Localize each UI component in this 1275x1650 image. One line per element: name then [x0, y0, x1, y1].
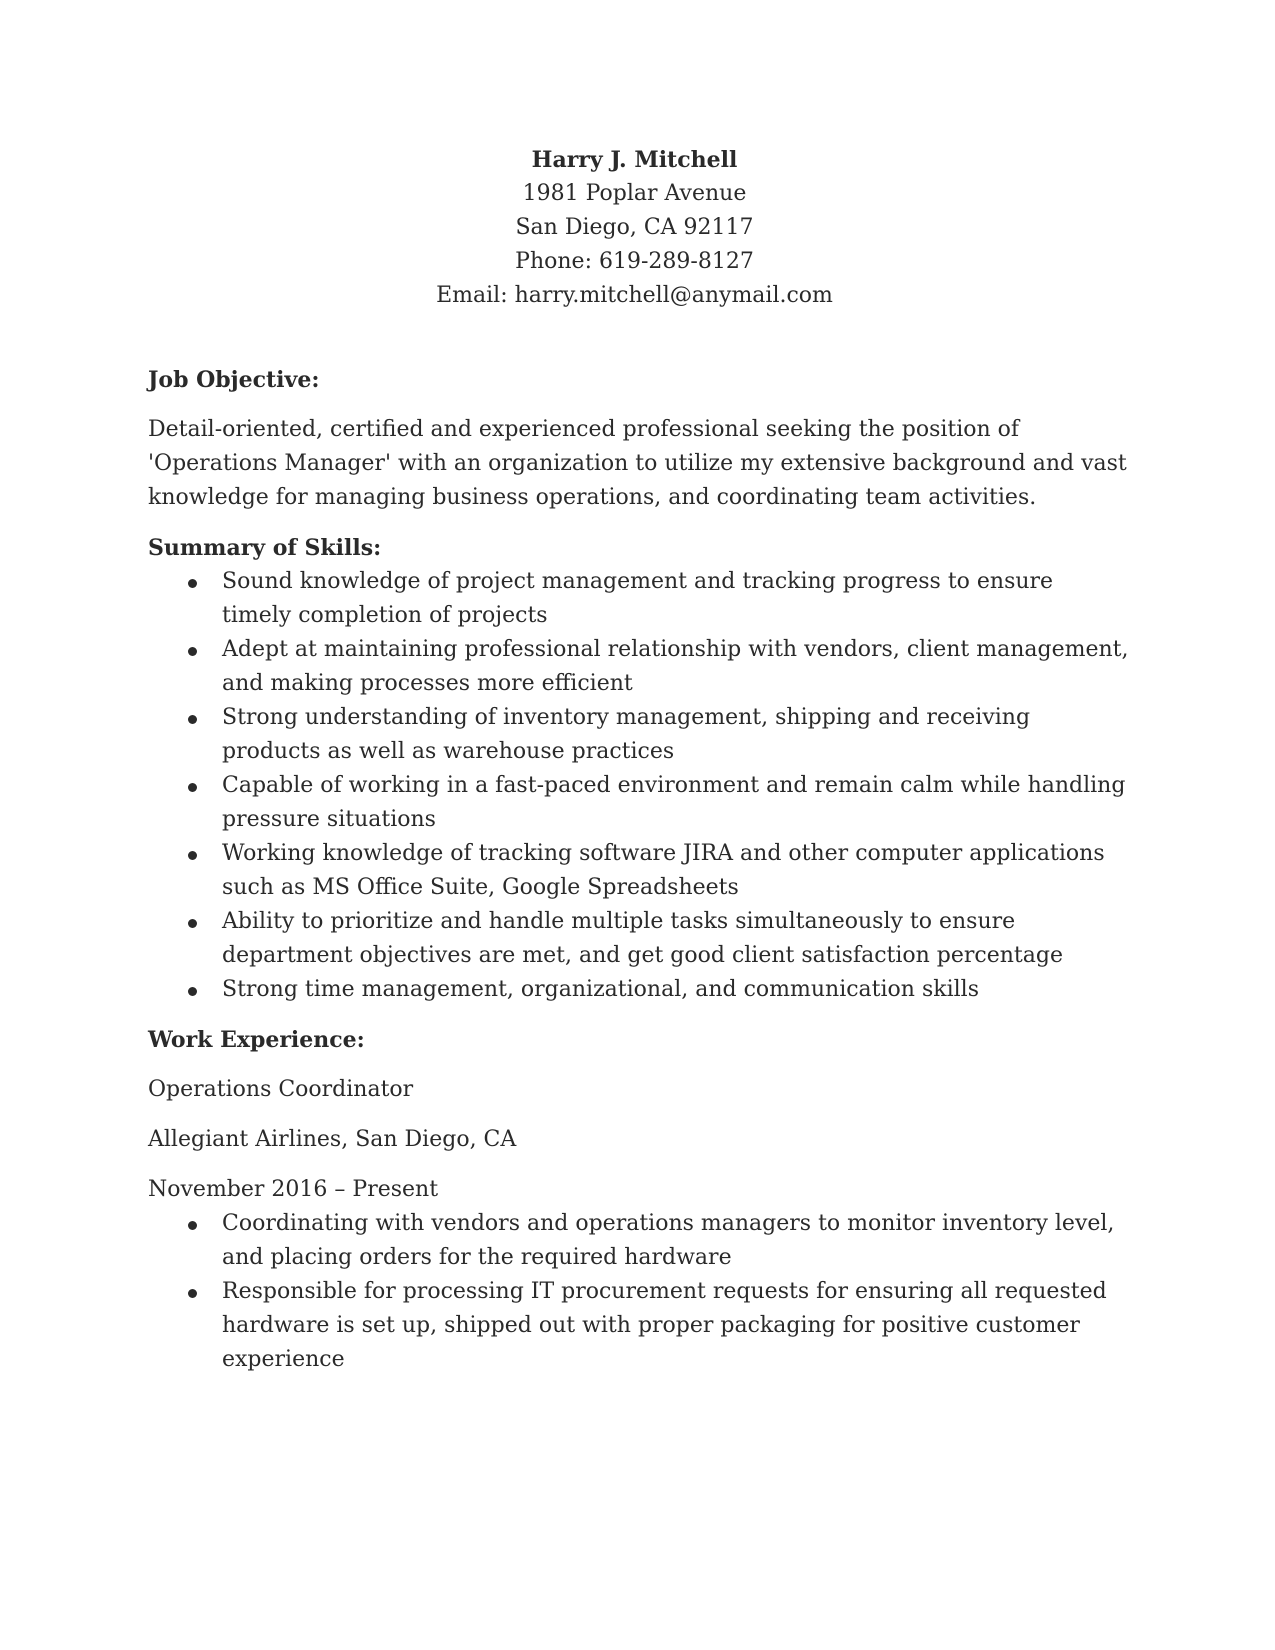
applicant-name: Harry J. Mitchell — [531, 147, 738, 173]
bullet-icon — [188, 579, 197, 588]
bullet-icon — [188, 1289, 197, 1298]
duty-text: Coordinating with vendors and operations managers to monitor inventory level, and placing orders for the required hardware — [222, 1211, 1115, 1270]
job-company: Allegiant Airlines, San Diego, CA — [148, 1127, 517, 1152]
skills-list — [148, 565, 1129, 1007]
skill-text: Strong understanding of inventory management, shipping and receiving products as well as warehouse practices — [222, 705, 1031, 764]
bullet-icon — [188, 851, 197, 860]
email-address: Email: harry.mitchell@anymail.com — [436, 283, 833, 308]
objective-heading: Job Objective: — [148, 367, 320, 393]
skill-item — [222, 837, 1129, 905]
objective-text: Detail-oriented, certified and experienced professional seeking the position of 'Operations Manager' with an organization to utilize my extensive background and vast knowledge for managing business operations, and coordinating team activities. — [148, 417, 1127, 510]
address-line-1: 1981 Poplar Avenue — [522, 181, 747, 206]
job-duties-list — [148, 1207, 1129, 1377]
skill-text: Working knowledge of tracking software JIRA and other computer applications such as MS Office Suite, Google Spreadsheets — [222, 841, 1105, 900]
skills-heading: Summary of Skills: — [148, 535, 382, 561]
skill-text: Strong time management, organizational, and communication skills — [222, 977, 979, 1002]
experience-heading: Work Experience: — [148, 1027, 365, 1053]
bullet-icon — [188, 1221, 197, 1230]
skill-item — [222, 701, 1129, 769]
job-title: Operations Coordinator — [148, 1077, 414, 1102]
job-dates: November 2016 – Present — [148, 1177, 439, 1202]
duty-text: Responsible for processing IT procurement requests for ensuring all requested hardware is set up, shipped out with proper packaging for positive customer experience — [222, 1279, 1107, 1372]
bullet-icon — [188, 647, 197, 656]
contact-block — [140, 143, 1129, 313]
duty-item — [222, 1275, 1129, 1377]
skill-item — [222, 633, 1129, 701]
bullet-icon — [188, 919, 197, 928]
skill-item — [222, 769, 1129, 837]
skill-text: Ability to prioritize and handle multiple tasks simultaneously to ensure department objectives are met, and get good client satisfaction percentage — [222, 909, 1063, 968]
skill-text: Adept at maintaining professional relationship with vendors, client management, and making processes more efficient — [222, 637, 1129, 696]
skill-item — [222, 905, 1129, 973]
duty-item — [222, 1207, 1129, 1275]
bullet-icon — [188, 715, 197, 724]
skill-item — [222, 565, 1129, 633]
skill-item — [222, 973, 1129, 1007]
skill-text: Capable of working in a fast-paced environment and remain calm while handling pressure situations — [222, 773, 1126, 832]
bullet-icon — [188, 987, 197, 996]
skill-text: Sound knowledge of project management and tracking progress to ensure timely completion of projects — [222, 569, 1054, 628]
address-line-2: San Diego, CA 92117 — [515, 215, 754, 240]
bullet-icon — [188, 783, 197, 792]
phone-number: Phone: 619-289-8127 — [515, 249, 754, 274]
